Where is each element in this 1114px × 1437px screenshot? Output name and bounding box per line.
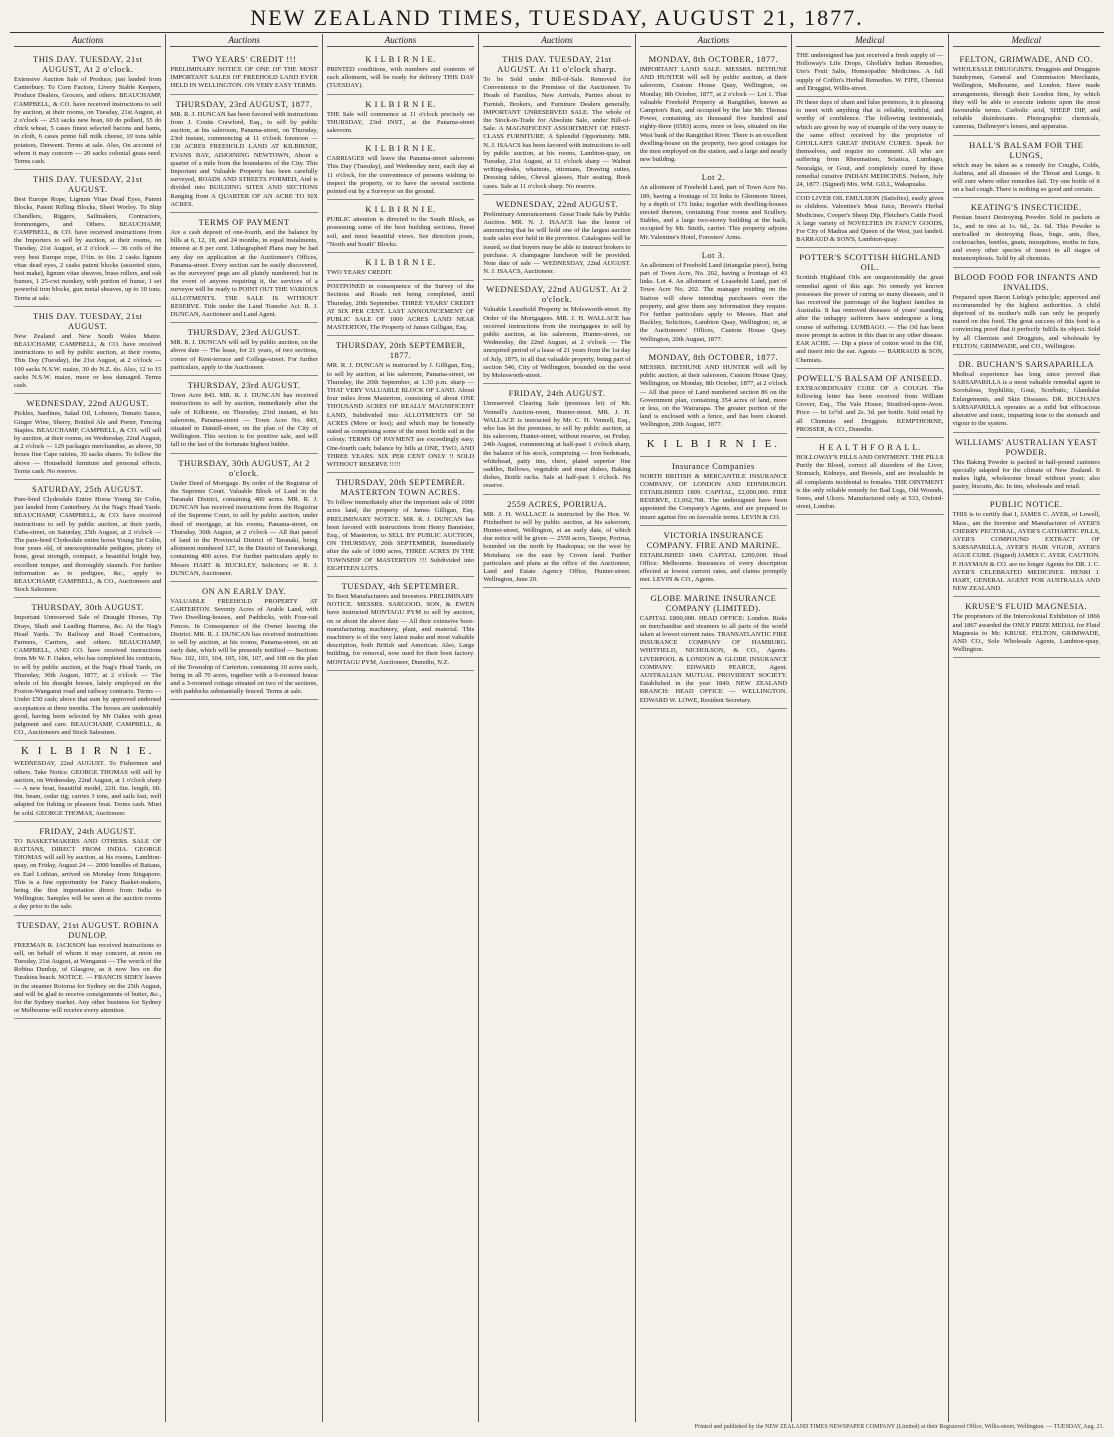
advertisement-body: Are a cash deposit of one-fourth, and the balance by bills at 6, 12, 18, and 24 months, in equal instalments, interest at 8 per cent. Lithographed Plans may be had any day on application at the Auctioneer's Offices, Panama-street. Every section can be easily discovered, as the surveyors' pegs are all plainly numbered; but in the event of anyone requiring it, the services of a surveyor will be ready to POINT OUT THE VARIOUS ALLOTMENTS. THE SALE IS WITHOUT RESERVE. Title under the Land Transfer Act. R. J. DUNCAN, Auctioneer and Land Agent.: [170, 229, 318, 319]
advertisement-heading: MONDAY, 8th OCTOBER, 1877.: [648, 54, 779, 64]
advertisement-heading: H E A L T H F O R A L L.: [818, 441, 921, 452]
advertisement: [483, 50, 630, 195]
advertisement-body: An allotment of Freehold Land, part of Town Acre No. 189, having a frontage of 33 links to Glenmore Street, by a depth of 171 links; together with dwelling-houses erected thereon, containing Four rooms and Scullery. Stables, and a large two-storey building at the back, occupied by Mr. Smith, carrier. This property adjoins Mr. Valentine's Hotel, Foresters' Arms.: [639, 184, 788, 241]
column-7: [948, 34, 1104, 1422]
advertisement-body: PRELIMINARY NOTICE OF ONE OF THE MOST IMPORTANT SALES OF FREEHOLD LAND EVER HELD IN WELLINGTON. ON VERY EASY TERMS.: [170, 66, 318, 90]
advertisement-heading: WEDNESDAY, 22nd AUGUST.: [495, 198, 619, 209]
advertisement-body: THE Sale will commence at 11 o'clock precisely on THURSDAY, 23rd INST., at the Panama-street saleroom.: [326, 110, 475, 135]
advertisement: [953, 597, 1100, 658]
advertisement-heading: WEDNESDAY, 22nd AUGUST.: [26, 398, 149, 409]
advertisement-body: FREEMAN R. JACKSON has received instructions to sell, on behalf of whom it may concern, at noon on Tuesday, 21st August, at Wanganui — The wreck of the Robina Dunlop, of Glasgow, as it now lies on the Turakina beach. NOTICE. — FRANCIS SIDEY leaves in the steamer Rotorua for Sydney on the 25th August, and will be glad to receive consignments of butter, &c., for the Sydney market. Any other business for Sydney or Melbourne will receive every attention.: [14, 941, 162, 1015]
advertisement: [170, 582, 317, 700]
advertisement-body: IMPORTANT LAND SALE. MESSRS. BETHUNE AND HUNTER will sell by public auction, at their saleroom, Custom House Quay, Wellington, on Monday, 8th October, 1877, at 2 o'clock — Lot 1. That valuable Freehold Property at Rangitikei, known as Campion's Run, and occupied by the late Mr. Thomas Power, containing six thousand five hundred and eighty-three (6583) acres, more or less, situated on the West bank of the Rangitikei River. There is an excellent dwelling-house on the property, two good cottages for the men employed on the station, and a large and nearly new building.: [639, 66, 788, 164]
advertisement-heading: POTTER'S SCOTTISH HIGHLAND OIL.: [799, 252, 941, 273]
advertisement-heading: THURSDAY, 30th AUGUST.: [31, 602, 144, 613]
advertisement: [327, 577, 474, 671]
advertisement-heading: BLOOD FOOD FOR INFANTS AND INVALIDS.: [954, 271, 1099, 292]
advertisement: [327, 139, 474, 200]
advertisement: [953, 136, 1100, 199]
advertisement-heading: K I L B I R N I E.: [365, 204, 436, 215]
advertisement-heading: Insurance Companies: [671, 460, 755, 471]
advertisement-body: Scottish Highland Oils are unquestionably the great remedial agent of this age. No remedy yet known possesses the power of curing so many diseases, and it has received the patronage of the highest families in Australia. It has removed diseases of years' standing, after the unhappy sufferers have undergone a long course of suffering. LUMBAGO. — The Oil has been more prompt in action in this than in any other disease. EAR ACHE. — Dip a piece of cotton wool in the Oil, and insert into the ear. Agents — BARRAUD & SON, Chemists.: [796, 274, 944, 364]
advertisement-body: Prepared upon Baron Liebig's principle; approved and recommended by the highest authorities. A child deprived of its mother's milk can only be properly reared on this food. The great success of this food is a convincing proof that it perfectly fulfils its object. Sold by all Chemists and Druggists, and wholesale by FELTON, GRIMWADE, and CO., Wellington.: [952, 293, 1100, 350]
advertisement: [483, 195, 630, 281]
advertisement: [953, 50, 1100, 136]
advertisement: [640, 434, 787, 457]
advertisement-heading: K I L B I R N I E.: [365, 98, 436, 109]
column-1: [10, 34, 165, 1422]
advertisement: [170, 213, 317, 323]
columns: [10, 34, 1104, 1422]
advertisement-body: CAPITAL £800,000. HEAD OFFICE: London. Risks on merchandise and steamers to all parts of the world taken at lowest current rates. TRANSATLANTIC FIRE INSURANCE COMPANY OF HAMBURG. WHITFIELD, NICHOLSON, & CO., Agents. LIVERPOOL & LONDON & GLOBE INSURANCE COMPANY. EDWARD PEARCE, Agent. AUSTRALIAN MUTUAL PROVIDENT SOCIETY. Established in the year 1849. NEW ZEALAND BRANCH: HEAD OFFICE — WELLINGTON. EDWARD W. LOWE, Resident Secretary.: [639, 614, 788, 704]
advertisement-body: THE undersigned has just received a fresh supply of — Holloway's Life Drops, Ghollah's Indian Remedies, Ure's Fruit Salts, Homeopathic Medicines. A full supply of Coffin's Herbal Remedies. W. FIFE, Chemist and Druggist, Willis-street.: [796, 52, 944, 92]
advertisement: [640, 526, 787, 589]
advertisement-body: EXTRAORDINARY CURE OF A COUGH. The following letter has been received from William Grover, Esq., The Vale House, Stratford-upon-Avon. Price — In 1s½d. and 2s. 3d. per bottle. Sold retail by all Chemists and Druggists. KEMPTHORNE, PROSSER, & CO., Dunedin.: [796, 384, 944, 433]
advertisement-body: Pickles, Sardines, Salad Oil, Lobsters, Tomato Sauce, Ginger Wine, Sherry, Bottled Ale and Porter, Fencing Staples. BEAUCHAMP, CAMPBELL, & CO. will sell by auction, at their rooms, on Wednesday, 22nd August, at 2 o'clock — 129 packages merchandise, as above, 50 boxes fine Cape raisins, 30 sacks shares. To follow the above — Household furniture and personal effects. Terms cash. No reserve.: [14, 410, 162, 475]
advertisement: [796, 248, 943, 368]
advertisement-body: MESSRS. BETHUNE AND HUNTER will sell by public auction, at their saleroom, Custom House Quay, Wellington, on Monday, 8th October, 1877, at 2 o'clock — All that piece of Land numbered section 86 on the Government plan, containing 354 acres of land, more or less, on the Wairarapa. The greater portion of the land is enclosed with a fence, and has been cleared. Wellington, 20th August, 1877.: [639, 363, 788, 429]
column-heading: Medical: [953, 34, 1100, 47]
advertisement-body: PUBLIC attention is directed to the South Block, as possessing some of the best building sections, finest soil, and most beautiful views. See direction posts, "North and South" Blocks.: [326, 216, 475, 248]
advertisement-heading: K I L B I R N I E.: [365, 257, 436, 268]
advertisement-body: MR. J. H. WALLACE is instructed by the Hon. W. Fitzherbert to sell by public auction, at his saleroom, Hunter-street, Wellington, at an early date, of which due notice will be given — 2559 acres, Tawpe, Porirua, bounded on the north by Haukopua; on the west by Motuhara; on the east by Crown land. Further particulars and plans at the office of the Auctioneer, Land and Estate Agency Office, Hunter-street. Wellington, June 20.: [483, 510, 631, 584]
advertisement-body: MR. R. J. DUNCAN is instructed by J. Gilligan, Esq., to sell by auction, at his saleroom, Panama-street, on Thursday, the 20th September, at 1.30 p.m. sharp — THAT VERY VALUABLE BLOCK OF LAND. About four miles from Masterton, consisting of about ONE THOUSAND ACRES OF REALLY MAGNIFICENT LAND, Subdivided into ALLOTMENTS OF 50 ACRES (More or less); and which may be honestly stated as comprising some of the most fertile soil in the colony. TERMS OF PAYMENT are exceedingly easy. One-fourth cash; balance by bills at ONE, TWO, AND THREE YEARS. SIX PER CENT ONLY !! SOLD WITHOUT RESERVE !!!!!: [326, 362, 475, 468]
advertisement-heading: KRUSE'S FLUID MAGNESIA.: [965, 601, 1088, 612]
advertisement-body: VALUABLE FREEHOLD PROPERTY AT CARTERTON. Seventy Acres of Arable Land, with Two Dwelling-houses, and Paddocks, with Four-rail Fences. In Consequence of the Owner leaving the District. MR. R. J. DUNCAN has received instructions to sell by auction, at his rooms, Panama-street, on an early date, which will be presently notified — Sections Nos. 102, 103, 104, 105, 106, 107, and 108 on the plan of the Township of Carterton, containing 10 acres each, being in all 70 acres, together with a 6-roomed house and a 3-roomed cottage situated on two of the sections, with paddocks substantially fenced. Terms at sale.: [170, 597, 318, 696]
advertisement-body: Important Unreserved Sale of Draught Horses, Tip Drays, Shaft and Leading Harness, &c. At the Nag's Head Yards. To Railway and Road Contractors, Farmers, Carriers, and others. BEAUCHAMP, CAMPBELL, AND CO. have received instructions from Mr W. F. Oakes, who has completed his contracts, to sell by public auction, at the Nag's Head Yards, on Thursday, 30th August, 1877, at 2 o'clock — The whole of his draught horses, lately employed on the Foxton-Wanganui road and railway contracts. Terms — Under £50 cash; above that sum by approved endorsed acceptances at three months. The horses are undeniably good, having been selected by Mr Oakes with great judgment and care. BEAUCHAMP, CAMPBELL, & CO., Auctioneers and Stock Salesmen.: [14, 614, 162, 737]
advertisement-heading: PUBLIC NOTICE.: [989, 499, 1063, 510]
advertisement: [14, 598, 161, 741]
advertisement-heading: THURSDAY, 30th AUGUST, At 2 o'clock.: [178, 457, 310, 478]
advertisement: [14, 822, 161, 916]
advertisement: [640, 589, 787, 709]
advertisement: [327, 253, 474, 281]
advertisement-heading: THIS DAY. TUESDAY, 21st AUGUST.: [33, 174, 143, 195]
advertisement: [796, 369, 943, 438]
advertisement: [14, 307, 161, 394]
advertisement-body: HOLLOWAY'S PILLS AND OINTMENT. THE PILLS Purify the Blood, correct all disorders of the Liver, Stomach, Kidneys, and Bowels, and are invaluable in all complaints incidental to females. THE OINTMENT is the only reliable remedy for Bad Legs, Old Wounds, Sores, and Ulcers. Manufactured only at 533, Oxford-street, London.: [796, 453, 944, 511]
advertisement-body: Unreserved Clearing Sale (premises let) of Mr. Vennell's Auction-room, Hunter-street. MR. J. H. WALLACE is instructed by Mr. C. H. Vennell, Esq., who has let the premises, to sell by public auction, at his saleroom, Hunter-street, without reserve, on Friday, 24th August, commencing at half-past 1 o'clock sharp, the balance of his stock, comprising — Iron bedsteads, whitehead, patty tins, chest, plated superior fine saddles, Bellows, vegetable and meat dishes, Baking dishes, Bottle racks. Sale at half-past 1 o'clock. No reserve.: [483, 400, 631, 490]
advertisement-heading: THURSDAY, 23rd AUGUST.: [187, 380, 301, 391]
advertisement-body: Preliminary Announcement. Great Trade Sale by Public Auction. MR. N. J. ISAACS has the honor of announcing that he will hold one of the largest auction trade sales ever held in the province. Catalogues will be issued, so that buyers may be able to instruct brokers to purchase. A champagne luncheon will be provided. Note date of sale — WEDNESDAY, 22nd AUGUST. N. J. ISAACS, Auctioneer.: [483, 210, 631, 276]
advertisement-body: THIS is to certify that I, JAMES C. AYER, of Lowell, Mass., am the Inventor and Manufacturer of AYER'S CHERRY PECTORAL, AYER'S CATHARTIC PILLS, AYER'S COMPOUND EXTRACT OF SARSAPARILLA, AYER'S HAIR VIGOR, AYER'S AGUE CURE. (Signed) JAMES C. AYER. CAUTION. P. HAYMAN & CO. are no longer Agents for DR. J. C. AYER'S CELEBRATED MEDICINES. HENRI J. HART, GENERAL AGENT FOR AUSTRALIA AND NEW ZEALAND.: [952, 511, 1100, 593]
advertisement-heading: WILLIAMS' AUSTRALIAN YEAST POWDER.: [955, 436, 1098, 457]
advertisement-body: Medical experience has long since proved that SARSAPARILLA is a most valuable remedial agent in Scrofulous, Syphilitic, Gout, Scorbutic, Glandular Enlargements, and Skin Diseases. DR. BUCHAN'S SARSAPARILLA operates as a mild but efficacious alterative and tonic, imparting tone to the stomach and vigour to the system.: [952, 371, 1100, 428]
advertisement-body: which may be taken as a remedy for Coughs, Colds, Asthma, and all diseases of the Throat and Lungs. It will cure where other remedies fail. Try one bottle of it on a bad cough. There is nothing so good and certain.: [952, 161, 1100, 194]
column-5: [635, 34, 791, 1422]
advertisement-heading: THIS DAY. TUESDAY, 21st AUGUST, At 2 o'clock.: [33, 54, 143, 74]
advertisement: [640, 457, 787, 526]
advertisement-heading: POWELL'S BALSAM OF ANISEED.: [797, 372, 943, 383]
advertisement-body: To be Sold under Bill-of-Sale. Removed for Convenience to the Premises of the Auctioneer. To Heads of Families, New Arrivals, Parties about to Furnish, Brokers, and Furniture Dealers generally. IMPORTANT UNRESERVED SALE. The whole of the Stock-in-Trade for Absolute Sale, under Bill-of-Sale. A MAGNIFICENT ASSORTMENT OF FIRST-CLASS FURNITURE. A Splendid Opportunity. MR. N. J. ISAACS has been favored with instructions to sell by public auction, at his rooms, Lambton-quay, on Tuesday, 21st August, at 11 o'clock sharp — Walnut writing-desks, whatnots, ottomans, Drawing suites, Dressing tables, Cheval glasses, Hair seating, Book cases. Sale at 11 o'clock sharp. No reserve.: [483, 76, 631, 190]
advertisement-body: ESTABLISHED 1849. CAPITAL £200,000. Head Office: Melbourne. Insurances of every description effected at lowest current rates, and claims promptly met. LEVIN & CO., Agents.: [639, 551, 788, 584]
advertisement: [483, 280, 630, 384]
advertisement-body: Valuable Leasehold Property in Molesworth-street. By Order of the Mortgagees. MR. J. H. WALLACE has received instructions from the mortgagees to sell by public auction, at his saleroom, Hunter-street, on Wednesday, the 22nd August, at 2 o'clock — The unexpired period of a lease of 21 years from the 1st day of July, 1875, in all that valuable property, being part of section 546, City of Wellington, bounded on the west by Molesworth-street.: [483, 306, 631, 380]
advertisement: [14, 480, 161, 598]
advertisement-body: To Boot Manufacturers and Investors. PRELIMINARY NOTICE. MESSRS. SARGOOD, SON, & EWEN have instructed MONTAGU PYM to sell by auction, on or about the above date — All their extensive boot-manufacturing machinery, plant, and material. This machinery is of the very latest make and most valuable description, both British and American. Also, Large building, for removal, now used for their boot factory. MONTAGU PYM, Auctioneer, Dunedin, N.Z.: [326, 592, 475, 666]
advertisement: [327, 336, 474, 473]
advertisement-body: POSTPONED in consequence of the Survey of the Sections and Roads not being completed, until Thursday, 20th September. THREE YEARS' CREDIT AT SIX PER CENT. LAST ANNOUNCEMENT OF PUBLIC SALE OF 1000 ACRES LAND NEAR MASTERTON, The Property of James Gilligan, Esq.: [326, 283, 475, 332]
advertisement-heading: THIS DAY. TUESDAY, 21st AUGUST. At 11 o'clock sharp.: [497, 54, 617, 74]
column-heading: Auctions: [327, 34, 474, 47]
advertisement-body: This Baking Powder is packed in half-pound canisters specially adapted for the climate of New Zealand. It makes light, wholesome bread without yeast; also pastry, biscuits, &c. In tins, wholesale and retail.: [952, 458, 1100, 491]
advertisement: [953, 268, 1100, 355]
advertisement-heading: K I L B I R N I E.: [365, 143, 436, 154]
advertisement: [953, 198, 1100, 267]
advertisement-heading: KEATING'S INSECTICIDE.: [970, 202, 1082, 213]
advertisement: [170, 376, 317, 453]
advertisement-heading: K I L B I R N I E.: [365, 54, 436, 64]
advertisement-body: To follow immediately after the important sale of 1000 acres land, the property of James Gilligan, Esq. PRELIMINARY NOTICE. MR. R. J. DUNCAN has been favored with instructions from Henry Bannister, Esq., of Masterton, to SELL BY PUBLIC AUCTION, ON THURSDAY, 20th SEPTEMBER, Immediately after the sale of 1000 acres, THREE ACRES IN THE TOWNSHIP OF MASTERTON !!! Subdivided into EIGHTEEN LOTS.: [326, 499, 475, 572]
advertisement-heading: HALL'S BALSAM FOR THE LUNGS,: [969, 139, 1084, 160]
advertisement-body: An allotment of Freehold Land (triangular piece), being part of Town Acre, No. 202, having a frontage of 43 links. Lot 4. An allotment of Leasehold Land, part of Town Acre No. 202. The manager residing on the Station will show intending purchasers over the property, and give them any information they require. For further particulars apply to Messrs. Hart and Buckley, Solicitors, Lambton Quay, Wellington; or, at the Auctioneers' Offices, Custom House Quay. Wellington, 20th August, 1877.: [639, 261, 788, 343]
advertisement-body: Persian Insect Destroying Powder. Sold in packets at 1s., and in tins at 1s. 6d., 2s. 6d. This Powder is unrivalled in destroying fleas, bugs, ants, flies, cockroaches, beetles, gnats, mosquitoes, moths in furs, and every other species of insect in all stages of metamorphosis. Sold by all chemists.: [952, 214, 1100, 263]
advertisement-body: Best Europe Rope, Lignum Vitae Dead Eyes, Patent Blocks, Patent Rifling Blocks, Sheet Worley. To Ship Chandlers, Riggers, Sailmakers, Contractors, Ironmongers, and Others. BEAUCHAMP, CAMPBELL, & CO. have received instructions from the Importers to sell by auction, at their rooms, on Tuesday, 21st August, at 2 o'clock — 36 coils of the very best Europe rope, 1½in. to 6in. 2 casks lignum vitae dead eyes, 2 casks patent blocks (assorted sizes, best make), lignum vitae sheaves, brass rollers, and oak frames, 1 25-cwt monkey, with portion of frame, 1 set powerful iron blocks, gun metal sheaves, up to 10 tons. Terms at sale.: [14, 196, 162, 302]
advertisement: [327, 473, 474, 577]
advertisement-body: IN these days of sham and false pretences, it is pleasing to meet with anything that is reliable, truthful, and worthy of confidence. The following testimonials, which are given by way of example of the very many to the same effect received by the proprietor of GHOLLAH'S GREAT INDIAN CURES. Speak for themselves, and require no comment. All who are suffering from Rheumatism, Sciatica, Lumbago, Neuralgia, or Gout, and completely cured by these remedial curative INDIAN MEDICINES. Nelson, July 24, 1877. (Signed) Mrs. WM. GILL, Wakapuaka.: [796, 99, 944, 189]
advertisement-heading: TUESDAY, 4th SEPTEMBER.: [341, 580, 460, 591]
masthead: NEW ZEALAND TIMES, TUESDAY, AUGUST 21, 1877.: [10, 4, 1104, 33]
advertisement-body: Under Deed of Mortgage. By order of the Registrar of the Supreme Court. Valuable Block of Land in the Taranaki District, containing 400 acres. MR. R. J. DUNCAN has received instructions from the Registrar of the Supreme Court, to sell by public auction, under deed of mortgage, at his rooms, Panama-street, on Thursday, 30th August, at 2 o'clock — All that parcel of land in the Provincial District of Taranaki, being allotment numbered 127, in the District of Tarurukangi, containing 400 acres. For further particulars apply to Messrs HART & BUCKLEY, Solicitors; or R. J. DUNCAN, Auctioneer.: [170, 479, 318, 577]
advertisement-body: WEDNESDAY, 22nd AUGUST. To Fishermen and others. Take Notice. GEORGE THOMAS will sell by auction, on Wednesday, 22nd August, at 1 o'clock sharp — A new boat, beautiful model, 22ft. 6in. length, 6ft. 9in. beam, cedar rig; carries 3 tons, and sails fast, well adapted for fishing or pleasure boat. Terms cash. Must be sold. GEORGE THOMAS, Auctioneer.: [14, 760, 162, 817]
column-3: [322, 34, 478, 1422]
advertisement-body: NORTH BRITISH & MERCANTILE INSURANCE COMPANY, OF LONDON AND EDINBURGH. ESTABLISHED 1809. CAPITAL, £2,000,000. FIRE RESERVE, £1,062,768. The undersigned have been appointed the Company's Agents, and are prepared to insure against fire on favorable terms. LEVIN & CO.: [639, 472, 788, 521]
advertisement-heading: THURSDAY, 23rd AUGUST, 1877.: [175, 98, 313, 109]
advertisement-heading: TUESDAY, 21st AUGUST. ROBINA DUNLOP.: [16, 919, 159, 940]
column-heading: Medical: [796, 34, 943, 47]
advertisement: [796, 50, 943, 97]
advertisement-heading: SATURDAY, 25th AUGUST.: [31, 483, 144, 494]
advertisement-body: MR. R. J. DUNCAN will sell by public auction, on the above date — The lease, for 21 years, of two sections, corner of Kent-terrace and College-street. For further particulars, apply to the Auctioneer.: [170, 339, 318, 371]
advertisement-body: The proprietors of the Intercolonial Exhibition of 1866 and 1867 awarded the ONLY PRIZE MEDAL for Fluid Magnesia to Mr. KRUSE. FELTON, GRIMWADE, AND CO., Sole Wholesale Agents, Lambton-quay, Wellington.: [952, 613, 1100, 654]
advertisement-heading: TERMS OF PAYMENT: [198, 217, 290, 228]
advertisement-heading: 2559 ACRES, PORIRUA.: [507, 498, 607, 509]
advertisement-body: PRINTED conditions, with numbers and contents of each allotment, will be ready for delivery THIS DAY (TUESDAY).: [326, 66, 475, 90]
advertisement-heading: Lot 3.: [701, 249, 726, 260]
advertisement-body: Extensive Auction Sale of Produce, just landed from Canterbury. To Corn Factors, Livery Stable Keepers, Produce Dealers, Grocers, and others. BEAUCHAMP, CAMPBELL, & CO. have received instructions to sell by auction, at their rooms, on Tuesday, 21st August, at 2 o'clock — 253 sacks new bran, 60 do pollard, 55 do chick wheat, 5 cases finest selected bacons and hams, in cloth, 6 cases prime full milk cheese, 10 tons table potatoes, Derwent. Terms at sale. Also, On account of whom it may concern — 20 sacks colonial grass seed. Terms cash.: [14, 76, 162, 166]
advertisement: [327, 281, 474, 336]
advertisement-heading: THURSDAY, 23rd AUGUST.: [187, 327, 301, 338]
advertisement-body: CARRIAGES will leave the Panama-street saleroom This Day (Tuesday), and Wednesday next, each day at 11 o'clock, for the convenience of persons wishing to inspect the property, or to have the several sections pointed out by a Surveyor on the ground.: [326, 155, 475, 196]
advertisement-heading: THIS DAY. TUESDAY, 21st AUGUST.: [33, 310, 143, 331]
advertisement: [170, 323, 317, 376]
advertisement: [953, 433, 1100, 496]
advertisement: [14, 741, 161, 821]
advertisement-heading: GLOBE MARINE INSURANCE COMPANY (LIMITED).: [650, 592, 777, 613]
advertisement-heading: FRIDAY, 24th AUGUST.: [508, 388, 606, 399]
advertisement-body: WHOLESALE DRUGGISTS. Druggists and Druggists Sundrymen, General and Commission Merchants, Wellington, Melbourne, and London. Have made arrangements, through their London firm, by which they will be able to execute indents upon the most favourable terms. Carbolic acid, SHEEP DIP, and reliable disinfectants. Photographic chemicals, cameras, Dallmeyer's lenses, and apparatus.: [952, 66, 1100, 131]
advertisement: [796, 97, 943, 193]
advertisement: [640, 246, 787, 348]
advertisement: [640, 348, 787, 434]
column-heading: Auctions: [170, 34, 317, 47]
advertisement: [953, 355, 1100, 432]
advertisement: [14, 916, 161, 1020]
advertisement: [170, 454, 317, 582]
column-4: [478, 34, 634, 1422]
advertisement: [640, 168, 787, 245]
advertisement-body: Town Acre 843. MR. R. J. DUNCAN has received instructions to sell by auction, immediately after the sale of Kilbirnie, on Thursday, 23rd instant, at his saleroom, Panama-street — Town Acre No. 843, situated in Daniell-street, on the plan of the City of Wellington. This section is for positive sale, and will fall to the last of the fortunate highest bidder.: [170, 392, 318, 449]
advertisement: [170, 95, 317, 213]
advertisement: [327, 95, 474, 140]
advertisement: [953, 495, 1100, 597]
advertisement-heading: K I L B I R N I E.: [21, 745, 155, 758]
column-heading: Auctions: [640, 34, 787, 47]
advertisement-heading: ON AN EARLY DAY.: [201, 585, 287, 596]
advertisement: [327, 50, 474, 95]
advertisement-heading: FRIDAY, 24th AUGUST.: [39, 825, 137, 836]
advertisement: [14, 170, 161, 307]
advertisement-body: MR. R. J. DUNCAN has been favored with instructions from J. Coutts Crawford, Esq., to sell by public auction, at his saleroom, Panama-street, on Thursday, 23rd instant, commencing at 11 o'clock forenoon — 130 ACRES FREEHOLD LAND AT KILBIRNIE, EVANS BAY, ADJOINING NEWTOWN, About a quarter of a mile from the boundaries of the City. This Important and Valuable Property has been carefully surveyed, ROADS AND STREETS FORMED, And is divided into BUILDING SITES AND SECTIONS Ranging from A QUARTER OF AN ACRE TO SIX ACRES.: [170, 110, 318, 208]
advertisement: [796, 193, 943, 248]
advertisement: [14, 50, 161, 170]
advertisement-heading: FELTON, GRIMWADE, AND CO.: [959, 54, 1093, 64]
advertisement-heading: TWO YEARS' CREDIT !!!: [191, 54, 297, 64]
advertisement: [640, 50, 787, 168]
advertisement: [14, 394, 161, 480]
advertisement-heading: MONDAY, 8th OCTOBER, 1877.: [648, 351, 779, 362]
advertisement-heading: WEDNESDAY, 22nd AUGUST. At 2 o'clock.: [486, 284, 628, 305]
advertisement: [327, 200, 474, 253]
advertisement-body: Pure-bred Clydesdale Entire Horse Young Sir Colin, just landed from Canterbury. At the Nag's Head Yards. BEAUCHAMP, CAMPBELL, & CO. have received instructions to sell by public auction, at their yards, Cuba-street, on Saturday, 25th August, at 2 o'clock — The pure-bred Clydesdale entire horse Young Sir Colin, four years old, of unexceptionable pedigree, plenty of bone, great strength, compact, a beautiful bright bay, excellent temper, and thoroughly staunch. For further information as to pedigree, &c., apply to BEAUCHAMP, CAMPBELL, & CO., Auctioneers and Stock Salesmen.: [14, 495, 162, 594]
advertisement-heading: THURSDAY, 20th SEPTEMBER, 1877.: [335, 340, 466, 361]
advertisement-body: TWO YEARS' CREDIT.: [326, 269, 393, 277]
advertisement: [170, 50, 317, 95]
column-2: [165, 34, 321, 1422]
advertisement-body: TO BASKETMAKERS AND OTHERS. SALE OF RATTANS, DIRECT FROM INDIA. GEORGE THOMAS will sell by auction, at his rooms, Lambton-quay, on Friday, August 24 — 2000 bundles of Rattans, ex Earl Lothian, arrived on Monday from Singapore. This is a fine opportunity for Fancy Basket-makers, being the first importation direct from India to Wellington. Samples will be seen at the auction rooms a day prior to the sale.: [14, 837, 162, 911]
advertisement: [796, 438, 943, 515]
column-heading: Auctions: [483, 34, 630, 47]
column-6: [791, 34, 947, 1422]
advertisement-heading: DR. BUCHAN'S SARSAPARILLA: [958, 359, 1094, 370]
advertisement-heading: Lot 2.: [701, 172, 726, 183]
advertisement-heading: THURSDAY, 20th SEPTEMBER. MASTERTON TOWN ACRES.: [335, 477, 466, 498]
advertisement: [483, 384, 630, 494]
advertisement-body: COD LIVER OIL EMULSION (Satisfies), easily given to children. Valentine's Meat Juice, Brown's Herbal Medicines, Cooper's Sheep Dip, Fletcher's Cattle Food. A large variety of NOVELTIES IN FANCY GOODS, For City of Madras and Queen of the West, just landed. BARRAUD & SON'S, Lambton-quay.: [796, 195, 944, 244]
advertisement: [483, 495, 630, 589]
imprint: Printed and published by the NEW ZEALAND TIMES NEWSPAPER COMPANY (Limited) at their Registered Office, Willis-street, Wellington. — TUESDAY, Aug. 21.: [694, 1424, 1104, 1430]
advertisement-body: New Zealand and New South Wales Maize. BEAUCHAMP, CAMPBELL, & CO. have received instructions to sell by public auction, at their rooms, This Day (Tuesday), the 21st August, at 2 o'clock — 100 sacks N.S.W. maize, 30 do N.Z. do. Also, 12 to 15 sacks N.S.W. maize, more or less damaged. Terms cash.: [14, 332, 162, 390]
advertisement-heading: K I L B I R N I E.: [646, 437, 781, 450]
column-heading: Auctions: [14, 34, 161, 47]
advertisement-heading: VICTORIA INSURANCE COMPANY. FIRE AND MARINE.: [646, 529, 781, 550]
